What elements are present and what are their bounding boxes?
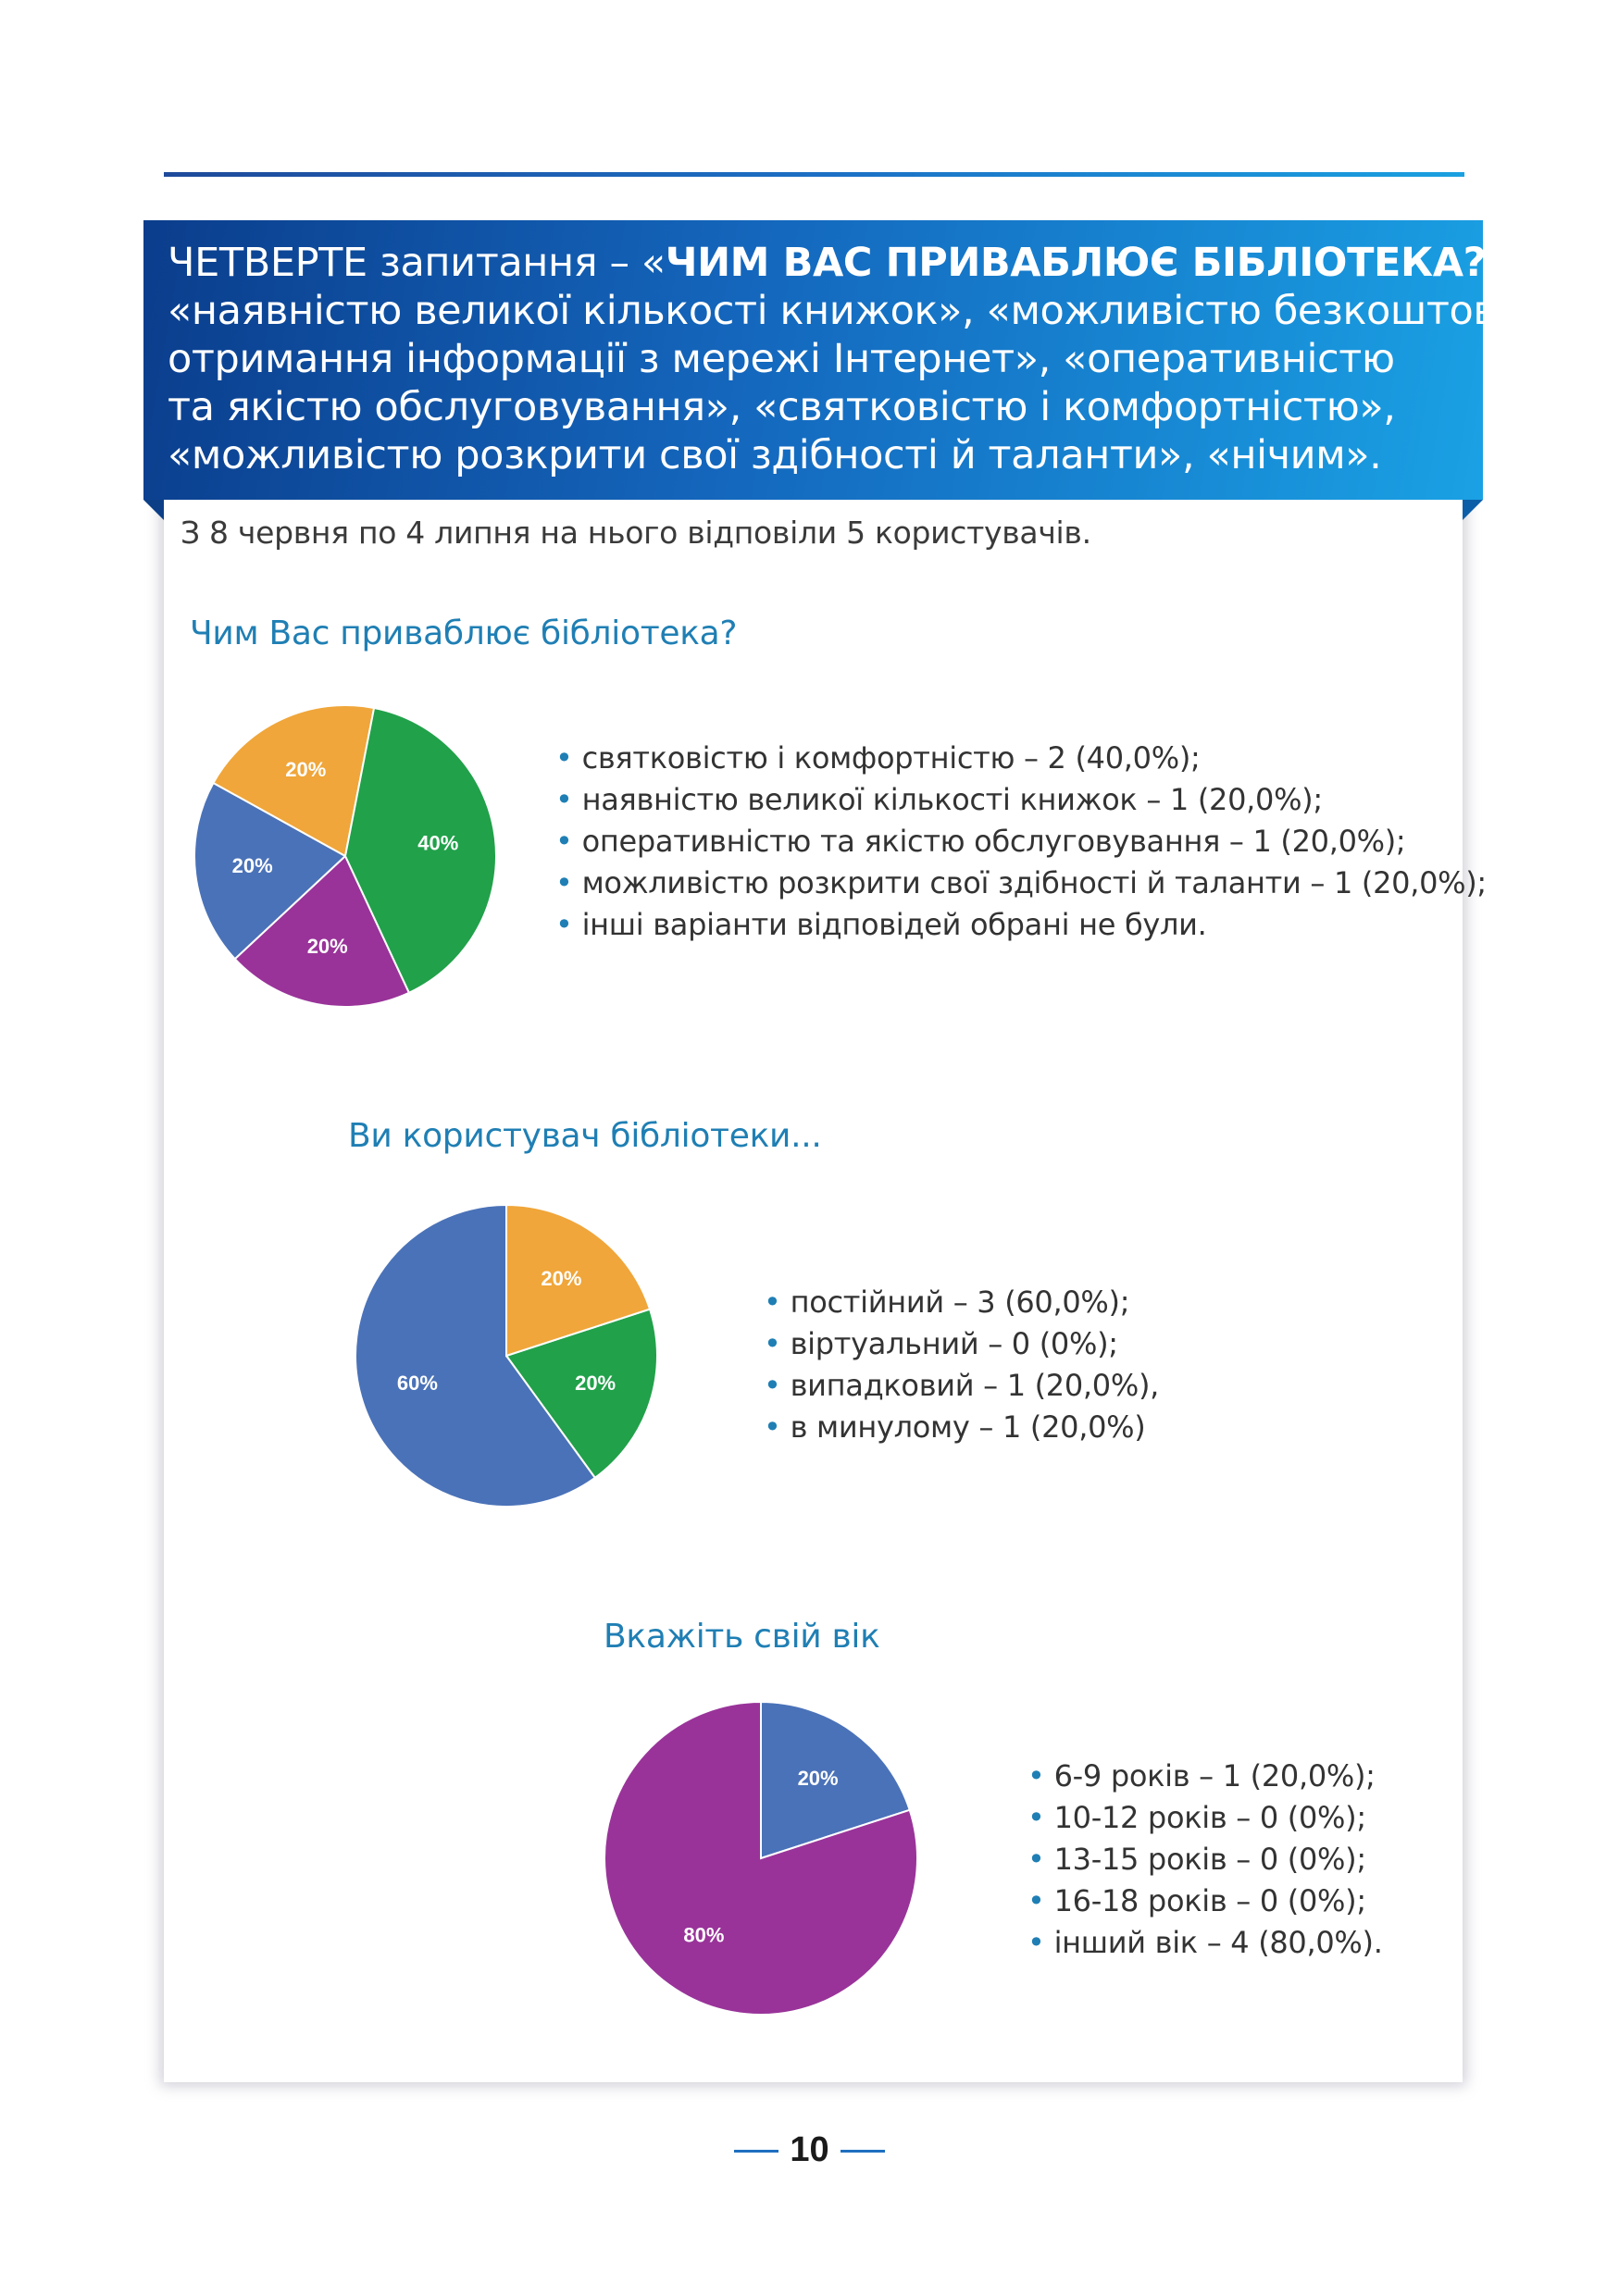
legend-text: в минулому – 1 (20,0%) [790, 1409, 1146, 1445]
bullet-icon: • [555, 865, 573, 900]
page-number-value: 10 [790, 2130, 829, 2169]
bullet-icon: • [764, 1326, 781, 1361]
bullet-icon: • [1027, 1800, 1045, 1835]
page-number [0, 2130, 1619, 2170]
pie-slice-label: 20% [285, 758, 327, 782]
legend-text: випадковий – 1 (20,0%), [790, 1368, 1160, 1403]
chart-1-legend [555, 738, 1487, 946]
chart-2-legend [764, 1282, 1159, 1448]
legend-item [1027, 1839, 1383, 1880]
banner-fold-right [1463, 500, 1483, 520]
legend-item [1027, 1756, 1383, 1797]
chart-3-pie [603, 1700, 919, 2017]
legend-text: можливістю розкрити свої здібності й таланти – 1 (20,0%); [581, 865, 1487, 900]
bullet-icon: • [555, 824, 573, 859]
pie-slice-label: 20% [306, 935, 348, 959]
bullet-icon: • [1027, 1758, 1045, 1793]
legend-item [764, 1323, 1159, 1365]
pie-slice-label: 20% [575, 1371, 616, 1396]
bullet-icon: • [1027, 1883, 1045, 1918]
banner-line-2: «наявністю великої кількості книжок», «можливістю безкоштовного [168, 288, 1591, 334]
chart-2-pie [353, 1202, 660, 1509]
legend-text: наявністю великої кількості книжок – 1 (20,0%); [581, 782, 1323, 817]
bullet-icon: • [764, 1285, 781, 1320]
legend-item [764, 1282, 1159, 1323]
banner-line-3: отримання інформації з мережі Інтернет», «оперативністю [168, 336, 1395, 382]
legend-text: святковістю і комфортністю – 2 (40,0%); [581, 740, 1201, 776]
legend-item [1027, 1880, 1383, 1922]
pie-slice-label: 80% [683, 1923, 725, 1947]
bullet-icon: • [555, 782, 573, 817]
top-rule [164, 172, 1464, 177]
bullet-icon: • [764, 1368, 781, 1403]
banner-fold-left [143, 500, 164, 520]
pie-slice-label: 20% [797, 1767, 839, 1791]
chart-3-legend [1027, 1756, 1383, 1964]
banner-line-5: «можливістю розкрити свої здібності й таланти», «нічим». [168, 432, 1382, 478]
legend-item [764, 1365, 1159, 1407]
banner-question-bold: ЧИМ ВАС ПРИВАБЛЮЄ БІБЛІОТЕКА? [665, 240, 1487, 286]
pie-slice-label: 20% [541, 1267, 582, 1291]
legend-text: 16-18 років – 0 (0%); [1053, 1883, 1366, 1918]
legend-text: 6-9 років – 1 (20,0%); [1053, 1758, 1376, 1793]
legend-text: постійний – 3 (60,0%); [790, 1285, 1130, 1320]
bullet-icon: • [1027, 1925, 1045, 1960]
legend-item [764, 1407, 1159, 1448]
chart-1-pie [191, 701, 500, 1011]
bullet-icon: • [1027, 1842, 1045, 1877]
legend-item [555, 904, 1487, 946]
legend-item [555, 863, 1487, 904]
legend-text: 13-15 років – 0 (0%); [1053, 1842, 1366, 1877]
legend-item [555, 738, 1487, 779]
pie-slice-label: 60% [396, 1371, 438, 1396]
bullet-icon: • [555, 740, 573, 776]
chart-1-title: Чим Вас приваблює бібліотека? [190, 614, 738, 652]
legend-text: віртуальний – 0 (0%); [790, 1326, 1118, 1361]
chart-3-title: Вкажіть свій вік [604, 1618, 880, 1656]
page-dash-right [841, 2150, 885, 2153]
legend-item [555, 779, 1487, 821]
pie-slice-label: 40% [417, 831, 459, 855]
question-banner [143, 220, 1591, 500]
intro-text: З 8 червня по 4 липня на нього відповіли 5 користувачів. [181, 515, 1091, 551]
legend-text: оперативністю та якістю обслуговування – 1 (20,0%); [581, 824, 1406, 859]
legend-text: 10-12 років – 0 (0%); [1053, 1800, 1366, 1835]
banner-line-4: та якістю обслуговування», «святковістю і комфортністю», [168, 384, 1396, 430]
legend-text: інший вік – 4 (80,0%). [1053, 1925, 1383, 1960]
bullet-icon: • [555, 907, 573, 942]
legend-item [555, 821, 1487, 863]
legend-item [1027, 1797, 1383, 1839]
bullet-icon: • [764, 1409, 781, 1445]
pie-slice-label: 20% [231, 854, 273, 878]
chart-2-title: Ви користувач бібліотеки... [348, 1117, 822, 1155]
legend-text: інші варіанти відповідей обрані не були. [581, 907, 1207, 942]
banner-line-1: ЧЕТВЕРТЕ запитання – «ЧИМ ВАС ПРИВАБЛЮЄ БІБЛІОТЕКА?: [168, 240, 1500, 286]
page-dash-left [734, 2150, 778, 2153]
legend-item [1027, 1922, 1383, 1964]
